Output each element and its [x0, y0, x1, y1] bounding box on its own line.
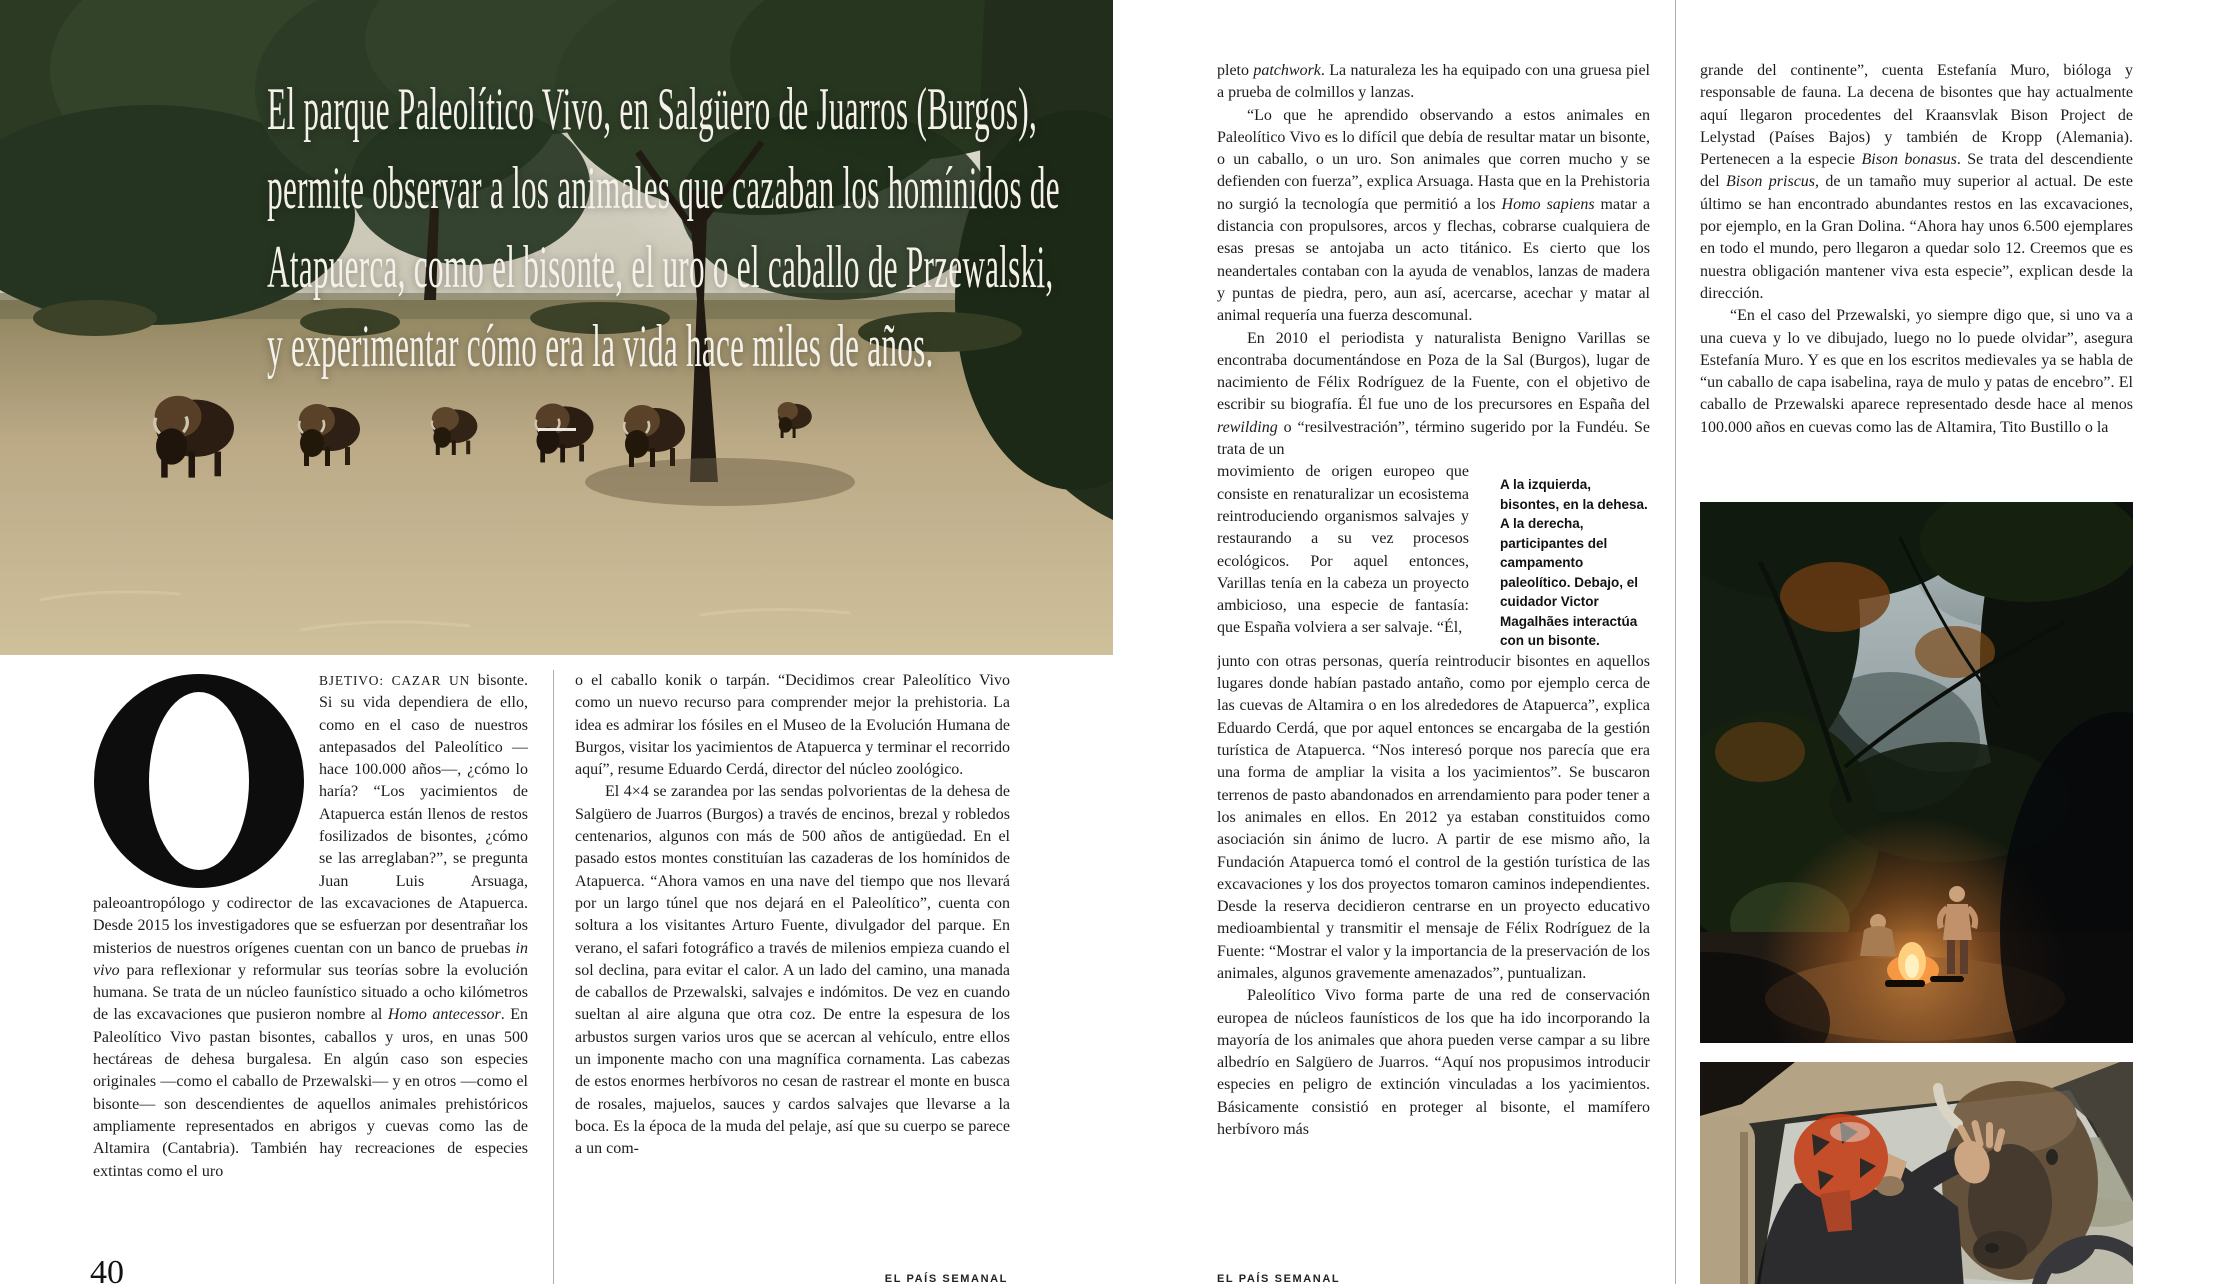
page-number: 40 [90, 1254, 124, 1284]
photo-caption: A la izquierda, bisontes, en la dehesa. A la derecha, participantes del campamento paleolítico. Debajo, el cuidador Victor Magalhães interactúa con un bisonte. [1500, 477, 1648, 649]
paragraph: junto con otras personas, quería reintroducir bisontes en aquellos lugares donde habían pastado antaño, como por ejemplo cerca de las cuevas de Altamira o en los alrededores de Atapuerca”, explica Eduardo Cerdá, que por aquel entonces se encargaba de la gestión turística de Atapuerca. “Nos interesó porque nos parecía que era una forma de ampliar la visita a los yacimientos”. Se buscaron terrenos de pasto abandonados en arrendamiento para poder tener a los animales en ellos. En 2012 ya estaban constituidos como asociación sin ánimo de lucro. A partir de ese mismo año, la Fundación Atapuerca tomó el control de la gestión turística de las excavaciones y los dos proyectos tomaron caminos independientes. Desde la reserva decidieron centrarse en un proyecto educativo medioambiental y transmitir el mensaje de Félix Rodríguez de la Fuente: “Mostrar el valor y la importancia de la preservación de los animales, algunos gravemente amenazados”, puntualizan. [1217, 652, 1650, 982]
campfire-photo [1700, 502, 2133, 1043]
paragraph: Paleolítico Vivo forma parte de una red de conservación europea de núcleos faunísticos de los que ha ido incorporando la mayoría de los animales que ahora pueden verse campar a su libre albedrío en Salgüero de Juarros. “Aquí nos propusimos introducir especies en peligro de extinción vinculadas a los yacimientos. Básicamente consistió en proteger al bisonte, el mamífero herbívoro más [1217, 987, 1650, 1139]
headline-line: El parque Paleolítico Vivo, en Salgüero de Juarros (Burgos), [267, 76, 1038, 142]
left-page-footer: EL PAÍS SEMANAL [884, 1273, 1008, 1284]
article-column-4 [1700, 60, 2133, 504]
article-column-3 [1217, 60, 1650, 1284]
paragraph: grande del continente”, cuenta Estefanía Muro, bióloga y responsable de fauna. La decena de bisontes que hay actualmente aquí llegaron procedentes del Kraansvlak Bison Project de Lelystad (Países Bajos) y también de Kropp (Alemania). Pertenecen a la especie Bison bonasus. Se trata del descendiente del Bison priscus, de un tamaño muy superior al actual. De este último se han encontrado abundantes restos en las excavaciones, por ejemplo, en la Gran Dolina. “Ahora hay unos 6.500 ejemplares en todo el mundo, pero llegaron a quedar solo 12. Creemos que es nuestra obligación mantener viva esta especie”, explican desde la dirección. [1700, 62, 2133, 302]
headline-dash [538, 428, 576, 431]
paragraph: pleto patchwork. La naturaleza les ha equipado con una gruesa piel a prueba de colmillos y lanzas. [1217, 62, 1650, 102]
paragraph: El 4×4 se zarandea por las sendas polvorientas de la dehesa de Salgüero de Juarros (Burgos) a través de encinos, brezal y robledos centenarios, algunos con más de 500 años de antigüedad. En el pasado estos montes constituían las cazaderas de los homínidos de Atapuerca. “Ahora vamos en una nave del tiempo que nos llevará por un largo túnel que nos dejará en el Paleolítico”, cuenta con soltura a los visitantes Arturo Fuente, divulgador del parque. En verano, el safari fotográfico a través de milenios empieza cuando el sol declina, para evitar el calor. A un lado del camino, una manada de caballos de Przewalski, salvajes e indómitos. De vez en cuando sueltan al aire alguna que otra coz. De entre la espesura de los arbustos surgen varios uros que se acercan al vehículo, entre ellos un imponente macho con una magnífica cornamenta. Las cabezas de estos enormes herbívoros no cesan de rastrear el monte en busca de rosales, majuelos, sauces y cardos salvajes que llevarse a la boca. Es la época de la muda del pelaje, así que su cuerpo se parece a un com- [575, 783, 1010, 1158]
body-text: bisonte. Si su vida dependiera de ello, como en el caso de nuestros antepasados del Paleolítico —hace 100.000 años—, ¿cómo lo haría? “Los yacimientos de Atapuerca están llenos de restos fosilizados de bisontes, ¿cómo se las arreglaban?”, se pregunta Juan Luis Arsuaga, paleoantropólogo y codirector de las excavaciones de Atapuerca. Desde 2015 los investigadores que se esfuerzan por desentrañar los misterios de nuestros orígenes cuentan con un banco de pruebas in vivo para reflexionar y reformular sus teorías sobre la evolución humana. Se trata de un núcleo faunístico situado a ocho kilómetros de las excavaciones que pusieron nombre al Homo antecessor. En Paleolítico Vivo pastan bisontes, caballos y uros, en unas 500 hectáreas de dehesa burgalesa. En algún caso son especies originales —como el caballo de Przewalski— y en otros —como el bisonte— son descendientes de aquellos animales prehistóricos ampliamente representados en abrigos y cuevas como las de Altamira (Cantabria). También hay recreaciones de especies extintas como el uro [93, 672, 528, 1180]
headline-line: y experimentar cómo era la vida hace miles de años. [267, 313, 934, 379]
lead-in-caps: BJETIVO: CAZAR UN [319, 673, 478, 688]
paragraph: “Lo que he aprendido observando a estos animales en Paleolítico Vivo es lo difícil que debía de resultar matar un bisonte, o un caballo, o un uro. Son animales que corren mucho y se defienden con fuerza”, explica Arsuaga. Hasta que en la Prehistoria no surgió la tecnología que permitió a los Homo sapiens matar a distancia con propulsores, arcos y flechas, cobrarse cualquiera de esas presas se antojaba un acto titánico. Es cierto que los neandertales contaban con la ayuda de venablos, lanzas de madera y puntas de piedra, pero, aun así, acercarse, acechar y matar al animal requería una fuerza descomunal. [1217, 106, 1650, 325]
article-column-2 [575, 670, 1010, 1284]
caption-wrap-row [1217, 461, 1650, 651]
paragraph: En 2010 el periodista y naturalista Benigno Varillas se encontraba documentándose en Poza de la Sal (Burgos), lugar de nacimiento de Félix Rodríguez de la Fuente, con el objetivo de escribir su biografía. Él fue uno de los precursores en España del rewilding o “resilvestración”, término sugerido por la Fundéu. Se trata de un [1217, 329, 1650, 459]
keeper-bison-windshield-photo [1700, 1062, 2133, 1284]
headline-line: permite observar a los animales que cazaban los homínidos de [267, 155, 1060, 221]
paragraph: movimiento de origen europeo que consiste en renaturalizar un ecosistema reintroduciendo organismos salvajes y restaurando a su vez procesos ecológicos. Por aquel entonces, Varillas tenía en la cabeza un proyecto ambicioso, una especie de fantasía: que España volviera a ser salvaje. “Él, [1217, 463, 1469, 637]
paleolithic-camp-photo [1700, 502, 2133, 1043]
car-photo [1700, 1062, 2133, 1284]
paragraph [93, 670, 528, 1183]
headline [0, 70, 1113, 431]
paragraph: “En el caso del Przewalski, yo siempre digo que, si uno va a una cueva y lo ve dibujado, luego no lo puede olvidar”, asegura Estefanía Muro. Y es que en los escritos medievales ya se habla de “un caballo de capa isabelina, raya de mulo y patas de encebro”. El caballo de Przewalski aparece representado desde hace al menos 100.000 años en cuevas como las de Altamira, Tito Bustillo o la [1700, 307, 2133, 436]
drop-cap-O [93, 673, 305, 889]
paragraph: o el caballo konik o tarpán. “Decidimos crear Paleolítico Vivo como un nuevo recurso para comprender mejor la prehistoria. La idea es admirar los fósiles en el Museo de la Evolución Humana de Burgos, visitar los yacimientos de Atapuerca y terminar el recorrido aquí”, resume Eduardo Cerdá, director del núcleo zoológico. [575, 672, 1010, 779]
right-page-footer: EL PAÍS SEMANAL [1217, 1273, 1341, 1284]
column-rule [1675, 0, 1676, 1284]
hero-photo [0, 0, 1113, 655]
headline-line: Atapuerca, como el bisonte, el uro o el caballo de Przewalski, [267, 234, 1054, 300]
column-rule [553, 670, 554, 1284]
article-column-1 [93, 670, 528, 1284]
